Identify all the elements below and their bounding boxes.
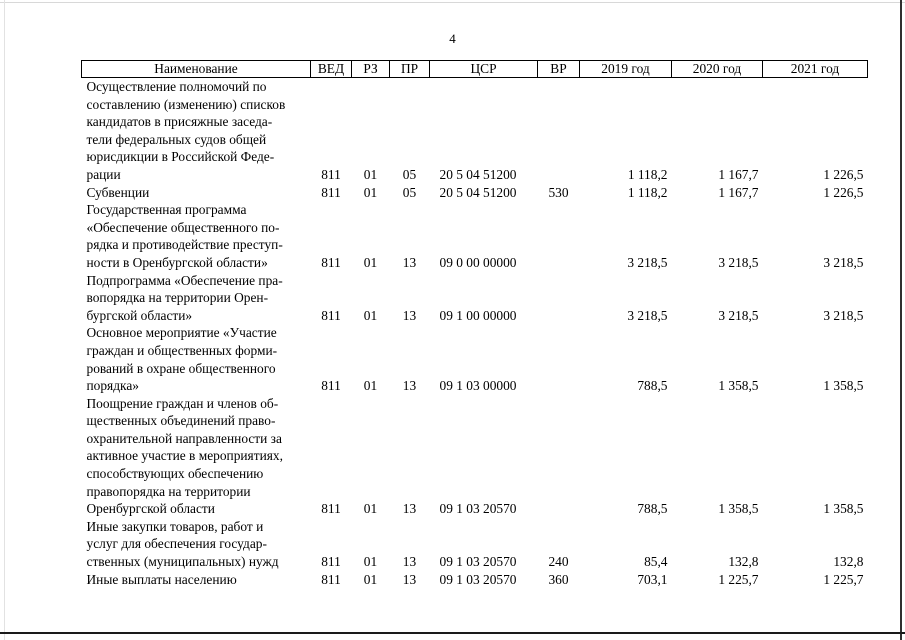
row-2020: 3 218,5 — [718, 307, 759, 323]
row-pr: 13 — [402, 378, 417, 394]
row-2021: 132,8 — [833, 554, 864, 570]
row-ved: 811 — [321, 501, 341, 517]
row-csr: 20 5 04 51200 — [439, 166, 517, 182]
row-vr — [538, 324, 580, 394]
row-rz: 01 — [363, 254, 378, 270]
scan-left-edge — [4, 0, 5, 640]
row-ved: 811 — [321, 554, 341, 570]
table-row — [82, 324, 868, 394]
row-csr: 09 1 03 20570 — [439, 501, 517, 517]
row-2021: 1 226,5 — [823, 166, 864, 182]
row-csr: 09 1 03 00000 — [439, 378, 517, 394]
row-2019: 1 118,2 — [627, 184, 668, 200]
row-ved: 811 — [321, 307, 341, 323]
budget-table — [81, 60, 868, 588]
row-2021: 1 226,5 — [823, 184, 864, 200]
header-name: Наименование — [82, 61, 311, 78]
row-rz: 01 — [363, 571, 378, 587]
row-2019: 788,5 — [637, 501, 668, 517]
table-row — [82, 518, 868, 571]
row-ved: 811 — [321, 378, 341, 394]
row-2019: 85,4 — [644, 554, 668, 570]
row-2019: 3 218,5 — [627, 254, 668, 270]
row-rz: 01 — [363, 554, 378, 570]
row-csr: 09 1 03 20570 — [439, 571, 517, 587]
row-name: Подпрограмма «Обеспечение пра- вопорядка на территории Орен- бургской области» — [86, 272, 283, 323]
row-2021: 1 225,7 — [823, 571, 864, 587]
row-vr: 360 — [548, 571, 569, 587]
row-2020: 1 167,7 — [718, 184, 759, 200]
header-vr: ВР — [538, 61, 580, 78]
header-2021: 2021 год — [763, 61, 868, 78]
row-csr: 09 1 00 00000 — [439, 307, 517, 323]
table-header-row — [82, 61, 868, 78]
row-rz: 01 — [363, 307, 378, 323]
row-name: Государственная программа «Обеспечение общественного по- рядка и противодействие преступ- ности в Оренбургской области» — [86, 202, 283, 270]
row-vr: 240 — [548, 554, 569, 570]
header-ved: ВЕД — [311, 61, 352, 78]
row-vr: 530 — [548, 184, 569, 200]
row-2019: 3 218,5 — [627, 307, 668, 323]
row-csr: 09 0 00 00000 — [439, 254, 517, 270]
row-name: Иные закупки товаров, работ и услуг для обеспечения государ- ственных (муниципальных) нужд — [86, 518, 279, 570]
row-name: Иные выплаты населению — [86, 571, 237, 587]
row-2019: 703,1 — [637, 571, 668, 587]
row-vr — [538, 78, 580, 184]
row-rz: 01 — [363, 378, 378, 394]
row-rz: 01 — [363, 501, 378, 517]
table-row — [82, 201, 868, 271]
page-number: 4 — [449, 31, 456, 46]
row-2021: 3 218,5 — [823, 307, 864, 323]
table-row — [82, 571, 868, 589]
row-2020: 1 358,5 — [718, 501, 759, 517]
row-ved: 811 — [321, 254, 341, 270]
row-2020: 3 218,5 — [718, 254, 759, 270]
row-2019: 788,5 — [637, 378, 668, 394]
row-pr: 13 — [402, 571, 417, 587]
row-name: Осуществление полномочий по составлению (изменению) списков кандидатов в присяжные заседа- тели федеральных судов общей юрисдикции в Российской Феде- рации — [86, 79, 286, 182]
header-2020: 2020 год — [672, 61, 763, 78]
header-pr: ПР — [390, 61, 430, 78]
row-pr: 13 — [402, 501, 417, 517]
row-pr: 05 — [402, 166, 417, 182]
scan-top-edge — [0, 2, 905, 3]
row-2020: 132,8 — [728, 554, 759, 570]
row-ved: 811 — [321, 184, 341, 200]
scan-bottom-edge — [0, 632, 905, 634]
row-2020: 1 358,5 — [718, 378, 759, 394]
scan-right-edge — [900, 0, 902, 640]
header-rz: РЗ — [352, 61, 390, 78]
row-2021: 1 358,5 — [823, 501, 864, 517]
row-vr — [538, 272, 580, 325]
row-rz: 01 — [363, 184, 378, 200]
row-vr — [538, 201, 580, 271]
row-2019: 1 118,2 — [627, 166, 668, 182]
row-pr: 13 — [402, 554, 417, 570]
row-2020: 1 225,7 — [718, 571, 759, 587]
row-pr: 05 — [402, 184, 417, 200]
row-name: Субвенции — [86, 184, 150, 200]
row-csr: 09 1 03 20570 — [439, 554, 517, 570]
row-vr — [538, 395, 580, 518]
table-row — [82, 272, 868, 325]
row-2021: 3 218,5 — [823, 254, 864, 270]
row-pr: 13 — [402, 307, 417, 323]
row-name: Поощрение граждан и членов об- щественных объединений право- охранительной направленности за активное участие в мероприятиях, способствующих обеспечению правопорядка на территории Оренбургской области — [86, 395, 283, 517]
table-row — [82, 184, 868, 202]
row-ved: 811 — [321, 571, 341, 587]
header-csr: ЦСР — [430, 61, 538, 78]
table-row — [82, 78, 868, 184]
row-name: Основное мероприятие «Участие граждан и общественных форми- рований в охране общественного порядка» — [86, 325, 278, 394]
table-row — [82, 395, 868, 518]
row-csr: 20 5 04 51200 — [439, 184, 517, 200]
header-2019: 2019 год — [580, 61, 672, 78]
row-2020: 1 167,7 — [718, 166, 759, 182]
row-rz: 01 — [363, 166, 378, 182]
row-2021: 1 358,5 — [823, 378, 864, 394]
row-pr: 13 — [402, 254, 417, 270]
row-ved: 811 — [321, 166, 341, 182]
